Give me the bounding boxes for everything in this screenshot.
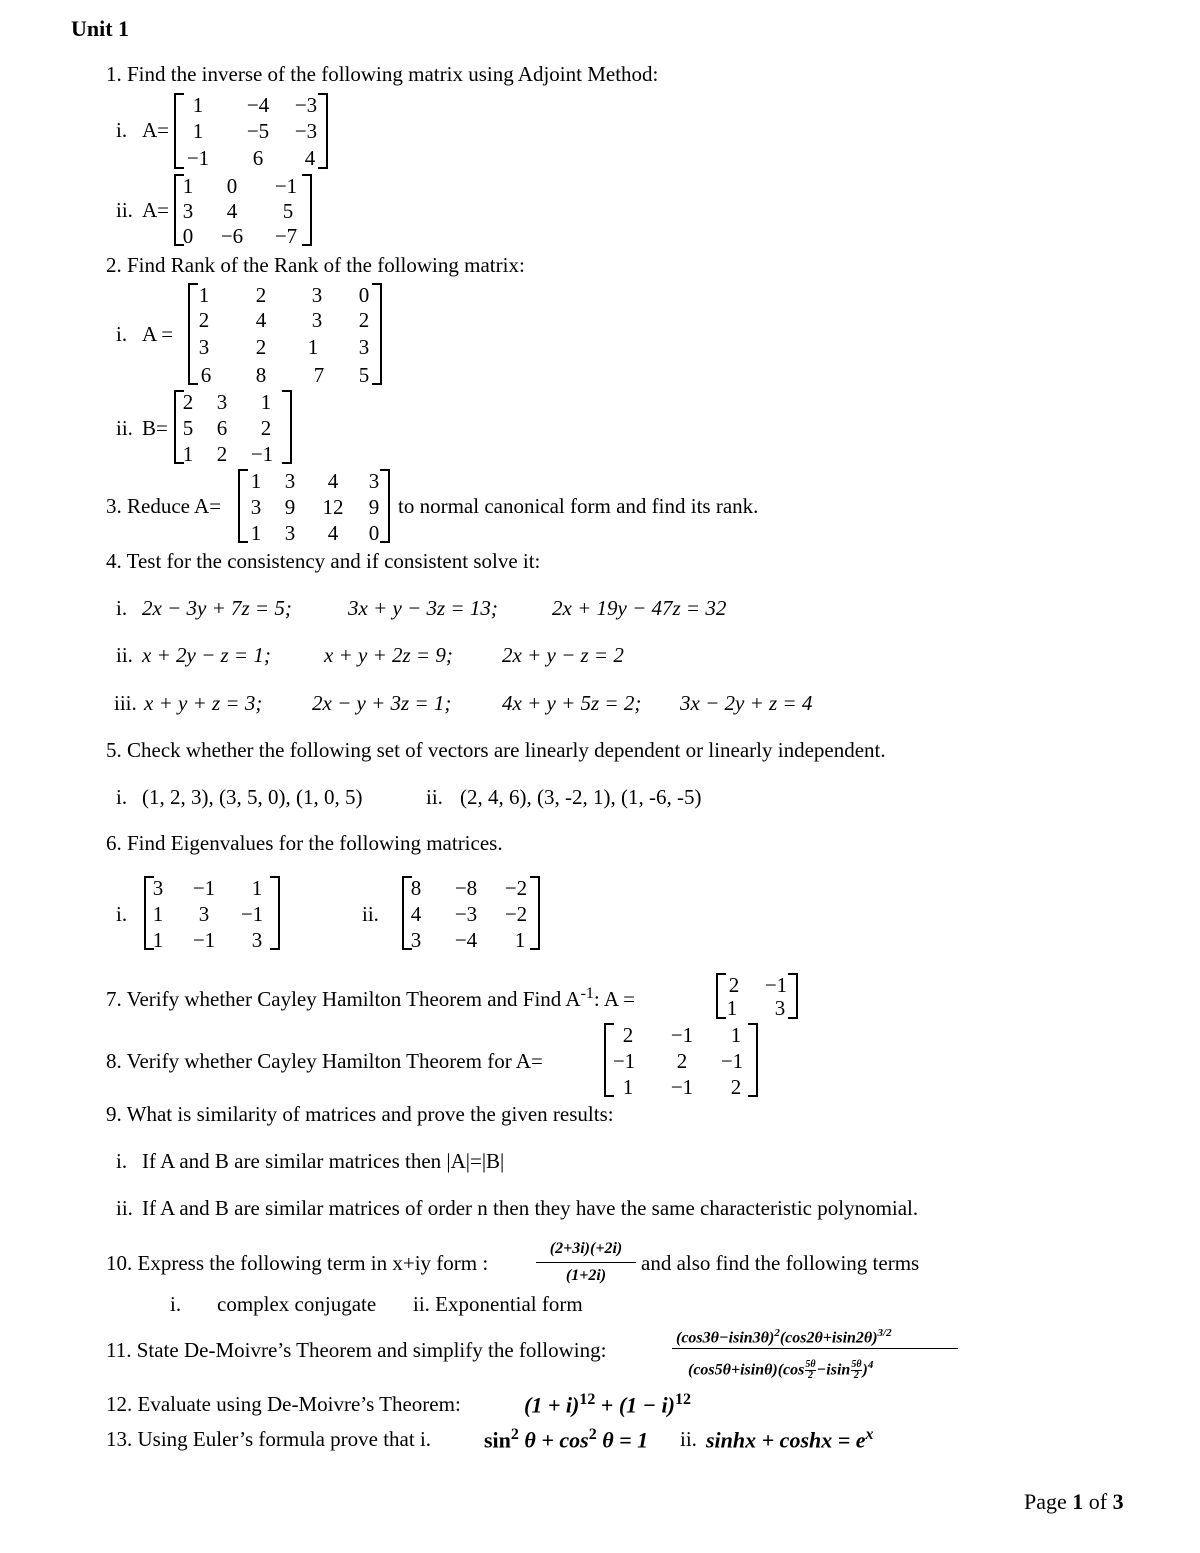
matrix-cell: 1: [250, 469, 262, 493]
q11-fraction: [672, 1322, 958, 1386]
q4-ii-prefix: ii.: [116, 643, 133, 667]
matrix-cell: 3: [250, 495, 262, 519]
q10-sub-i-prefix: i.: [170, 1292, 182, 1316]
q13-sin: sin: [484, 1427, 511, 1453]
matrix-cell: 4: [304, 146, 316, 170]
matrix-cell: −8: [454, 876, 478, 900]
q5-ii-vectors: (2, 4, 6), (3, -2, 1), (1, -6, -5): [460, 785, 702, 809]
matrix-cell: −1: [670, 1023, 694, 1047]
matrix-cell: −1: [192, 928, 216, 952]
q10-denominator: (1+2i): [565, 1267, 607, 1284]
q12-expression: [524, 1392, 691, 1416]
matrix-cell: 3: [216, 390, 228, 414]
question-9-label: 9. What is similarity of matrices and prove the given results:: [106, 1102, 614, 1126]
matrix-cell: −1: [612, 1049, 636, 1073]
q1-ii-prefix: ii.: [116, 198, 133, 222]
matrix-cell: 1: [198, 283, 210, 307]
q6-ii-prefix: ii.: [362, 902, 379, 926]
matrix-cell: 5: [282, 199, 294, 223]
q9-i-prefix: i.: [116, 1149, 128, 1173]
matrix-cell: 2: [182, 390, 194, 414]
matrix-cell: 2: [676, 1049, 688, 1073]
q5-i-prefix: i.: [116, 785, 128, 809]
q10-sub-i: complex conjugate: [217, 1292, 377, 1316]
question-6-label: 6. Find Eigenvalues for the following matrices.: [106, 831, 503, 855]
q11-num-b: (cos2θ+isin2θ): [779, 1329, 878, 1347]
matrix-cell: 2: [358, 308, 370, 332]
q4-i-eq2: 3x + y − 3z = 13;: [348, 596, 498, 620]
q11-den-fraction-2: [851, 1360, 861, 1381]
q4-i-prefix: i.: [116, 596, 128, 620]
matrix-cell: 2: [216, 442, 228, 466]
matrix-cell: −1: [670, 1075, 694, 1099]
q13-identity-2: [706, 1427, 874, 1451]
matrix-cell: 2: [198, 308, 210, 332]
matrix-cell: 2: [260, 416, 272, 440]
q7-matrix: [716, 973, 798, 1019]
footer-total-pages: 3: [1112, 1489, 1124, 1514]
q9-i-text: If A and B are similar matrices then |A|=|B|: [142, 1149, 505, 1173]
matrix-cell: 5: [182, 416, 194, 440]
matrix-cell: 6: [252, 146, 264, 170]
matrix-cell: −6: [220, 224, 244, 248]
matrix-cell: 2: [255, 283, 267, 307]
matrix-cell: 7: [313, 363, 325, 387]
q11-den-fraction-1: [805, 1360, 815, 1381]
q13-expr: sinhx + coshx = e: [706, 1427, 866, 1453]
q7-superscript: -1: [580, 985, 594, 1002]
matrix-cell: 3: [410, 928, 422, 952]
matrix-cell: 2: [622, 1023, 634, 1047]
question-5-label: 5. Check whether the following set of vectors are linearly dependent or linearly independent.: [106, 738, 886, 762]
footer-page-word: Page: [1024, 1489, 1067, 1514]
q12-term-2: (1 − i): [618, 1392, 675, 1418]
matrix-cell: −4: [454, 928, 478, 952]
matrix-cell: 1: [192, 93, 204, 117]
q2-ii-matrix: [174, 390, 292, 464]
q5-ii-prefix: ii.: [426, 785, 443, 809]
q2-i-matrix: [188, 283, 382, 385]
q12-text: 12. Evaluate using De-Moivre’s Theorem:: [106, 1392, 461, 1416]
page-footer: [1024, 1491, 1124, 1513]
q10-after: and also find the following terms: [641, 1251, 920, 1275]
matrix-cell: 4: [226, 199, 238, 223]
matrix-cell: 3: [284, 521, 296, 545]
q1-ii-matrix: [174, 174, 312, 246]
q13-identity-1: [484, 1427, 648, 1451]
matrix-cell: 3: [284, 469, 296, 493]
matrix-cell: 1: [514, 928, 526, 952]
q4-iii-eq3: 4x + y + 5z = 2;: [502, 691, 642, 715]
matrix-cell: 4: [327, 521, 339, 545]
matrix-cell: 1: [251, 876, 263, 900]
q10-numerator: (2+3i)(+2i): [549, 1240, 623, 1257]
q2-i-prefix: i.: [116, 322, 128, 346]
q11-den-f1-num: 5θ: [805, 1359, 816, 1371]
q11-denominator: [688, 1360, 873, 1381]
matrix-cell: −3: [294, 119, 318, 143]
matrix-cell: 3: [251, 928, 263, 952]
q6-i-matrix: [144, 876, 280, 950]
q4-i-eq1: 2x − 3y + 7z = 5;: [142, 596, 292, 620]
matrix-cell: 2: [255, 335, 267, 359]
q8-matrix: [604, 1023, 758, 1097]
q13-sin-exp: 2: [510, 1426, 519, 1443]
matrix-cell: 4: [255, 308, 267, 332]
q4-iii-eq4: 3x − 2y + z = 4: [680, 691, 813, 715]
matrix-cell: −1: [274, 174, 298, 198]
matrix-cell: 2: [728, 973, 740, 997]
q10-text: 10. Express the following term in x+iy form :: [106, 1251, 489, 1275]
q6-ii-matrix: [402, 876, 540, 950]
footer-of-word: of: [1088, 1489, 1108, 1514]
fraction-bar: [672, 1348, 958, 1349]
matrix-cell: 1: [622, 1075, 634, 1099]
q9-ii-prefix: ii.: [116, 1196, 133, 1220]
matrix-cell: −1: [240, 902, 264, 926]
matrix-cell: 0: [358, 283, 370, 307]
q13-theta-cos: θ + cos: [524, 1427, 589, 1453]
matrix-cell: 3: [182, 199, 194, 223]
q2-ii-prefix: ii.: [116, 416, 133, 440]
q12-plus: +: [600, 1392, 614, 1418]
matrix-cell: 1: [152, 902, 164, 926]
q11-den-exp: 4: [867, 1359, 874, 1371]
matrix-cell: 3: [368, 469, 380, 493]
q1-i-matrix: [174, 93, 328, 169]
q13-cos-exp: 2: [588, 1426, 597, 1443]
matrix-cell: 3: [198, 902, 210, 926]
matrix-cell: 1: [182, 174, 194, 198]
matrix-cell: −1: [250, 442, 274, 466]
q9-ii-text: If A and B are similar matrices of order n then they have the same characteristic polynomial.: [142, 1196, 919, 1220]
q4-ii-eq1: x + 2y − z = 1;: [142, 643, 271, 667]
matrix-cell: 4: [410, 902, 422, 926]
q11-num-a-exp: 2: [774, 1327, 780, 1339]
matrix-cell: −1: [764, 973, 788, 997]
matrix-cell: −3: [294, 93, 318, 117]
matrix-cell: 8: [255, 363, 267, 387]
matrix-cell: 1: [730, 1023, 742, 1047]
q10-sub-ii: ii. Exponential form: [413, 1292, 583, 1316]
q4-i-eq3: 2x + 19y − 47z = 32: [552, 596, 727, 620]
q10-fraction: [536, 1241, 636, 1287]
matrix-cell: 6: [216, 416, 228, 440]
matrix-cell: 9: [368, 495, 380, 519]
q13-text: 13. Using Euler’s formula prove that i.: [106, 1427, 432, 1451]
matrix-cell: 1: [182, 442, 194, 466]
q2-ii-lhs: B=: [142, 416, 168, 440]
matrix-cell: 8: [410, 876, 422, 900]
q11-den-f2-num: 5θ: [851, 1359, 862, 1371]
q11-den-mid: −isin: [816, 1361, 851, 1379]
q7-label: 7. Verify whether Cayley Hamilton Theorem and Find A: [106, 987, 581, 1011]
q3-matrix: [238, 469, 390, 543]
matrix-cell: 1: [307, 335, 319, 359]
matrix-cell: 1: [152, 928, 164, 952]
q11-numerator: [676, 1328, 892, 1346]
q11-den-f1-den: 2: [807, 1370, 813, 1382]
matrix-cell: 2: [730, 1075, 742, 1099]
matrix-cell: 12: [322, 495, 344, 519]
q4-iii-eq1: x + y + z = 3;: [144, 691, 263, 715]
q11-den-close: ): [862, 1361, 868, 1379]
matrix-cell: −4: [246, 93, 270, 117]
q12-exp-2: 12: [674, 1391, 691, 1408]
matrix-cell: 3: [311, 308, 323, 332]
matrix-cell: 3: [774, 996, 786, 1020]
matrix-cell: 1: [726, 996, 738, 1020]
matrix-cell: 1: [192, 119, 204, 143]
q11-text: 11. State De-Moivre’s Theorem and simplify the following:: [106, 1338, 607, 1362]
matrix-cell: 0: [182, 224, 194, 248]
q13-equals-one: θ = 1: [602, 1427, 649, 1453]
matrix-cell: 3: [152, 876, 164, 900]
matrix-cell: −1: [186, 146, 210, 170]
matrix-cell: 0: [368, 521, 380, 545]
matrix-cell: 3: [198, 335, 210, 359]
matrix-cell: 6: [200, 363, 212, 387]
matrix-cell: 1: [260, 390, 272, 414]
fraction-bar: [536, 1262, 636, 1263]
matrix-cell: −2: [504, 902, 528, 926]
q4-ii-eq3: 2x + y − z = 2: [502, 643, 624, 667]
q3-rhs: to normal canonical form and find its rank.: [398, 494, 759, 518]
matrix-cell: −7: [274, 224, 298, 248]
question-2-label: 2. Find Rank of the Rank of the following matrix:: [106, 253, 525, 277]
q7-after: : A =: [593, 987, 635, 1011]
q8-text: 8. Verify whether Cayley Hamilton Theorem for A=: [106, 1049, 543, 1073]
q3-lhs: 3. Reduce A=: [106, 494, 222, 518]
q4-iii-prefix: iii.: [114, 691, 137, 715]
q1-i-prefix: i.: [116, 118, 128, 142]
matrix-cell: 5: [358, 363, 370, 387]
footer-page-number: 1: [1072, 1489, 1084, 1514]
matrix-cell: 9: [284, 495, 296, 519]
q11-num-a: (cos3θ−isin3θ): [676, 1329, 775, 1347]
q11-num-b-exp: 3/2: [877, 1327, 892, 1339]
q12-exp-1: 12: [579, 1391, 596, 1408]
q7-text: [106, 986, 635, 1010]
matrix-cell: 0: [226, 174, 238, 198]
question-1-label: 1. Find the inverse of the following matrix using Adjoint Method:: [106, 62, 659, 86]
matrix-cell: −1: [720, 1049, 744, 1073]
question-4-label: 4. Test for the consistency and if consistent solve it:: [106, 549, 541, 573]
q1-ii-lhs: A=: [142, 198, 170, 222]
matrix-cell: −5: [246, 119, 270, 143]
q11-den-a: (cos5θ+isinθ)(cos: [688, 1361, 805, 1379]
unit-title: Unit 1: [71, 16, 130, 41]
matrix-cell: 3: [358, 335, 370, 359]
q4-ii-eq2: x + y + 2z = 9;: [324, 643, 453, 667]
matrix-cell: 4: [327, 469, 339, 493]
q1-i-lhs: A=: [142, 118, 170, 142]
q11-den-f2-den: 2: [853, 1370, 859, 1382]
q4-iii-eq2: 2x − y + 3z = 1;: [312, 691, 452, 715]
matrix-cell: 1: [250, 521, 262, 545]
q2-i-lhs: A =: [142, 322, 174, 346]
matrix-cell: −3: [454, 902, 478, 926]
q6-i-prefix: i.: [116, 902, 128, 926]
matrix-cell: −2: [504, 876, 528, 900]
q13-ii-prefix: ii.: [680, 1427, 697, 1451]
matrix-cell: 3: [311, 283, 323, 307]
q13-exp: x: [865, 1426, 874, 1443]
q12-term-1: (1 + i): [524, 1392, 580, 1418]
q5-i-vectors: (1, 2, 3), (3, 5, 0), (1, 0, 5): [142, 785, 363, 809]
matrix-cell: −1: [192, 876, 216, 900]
